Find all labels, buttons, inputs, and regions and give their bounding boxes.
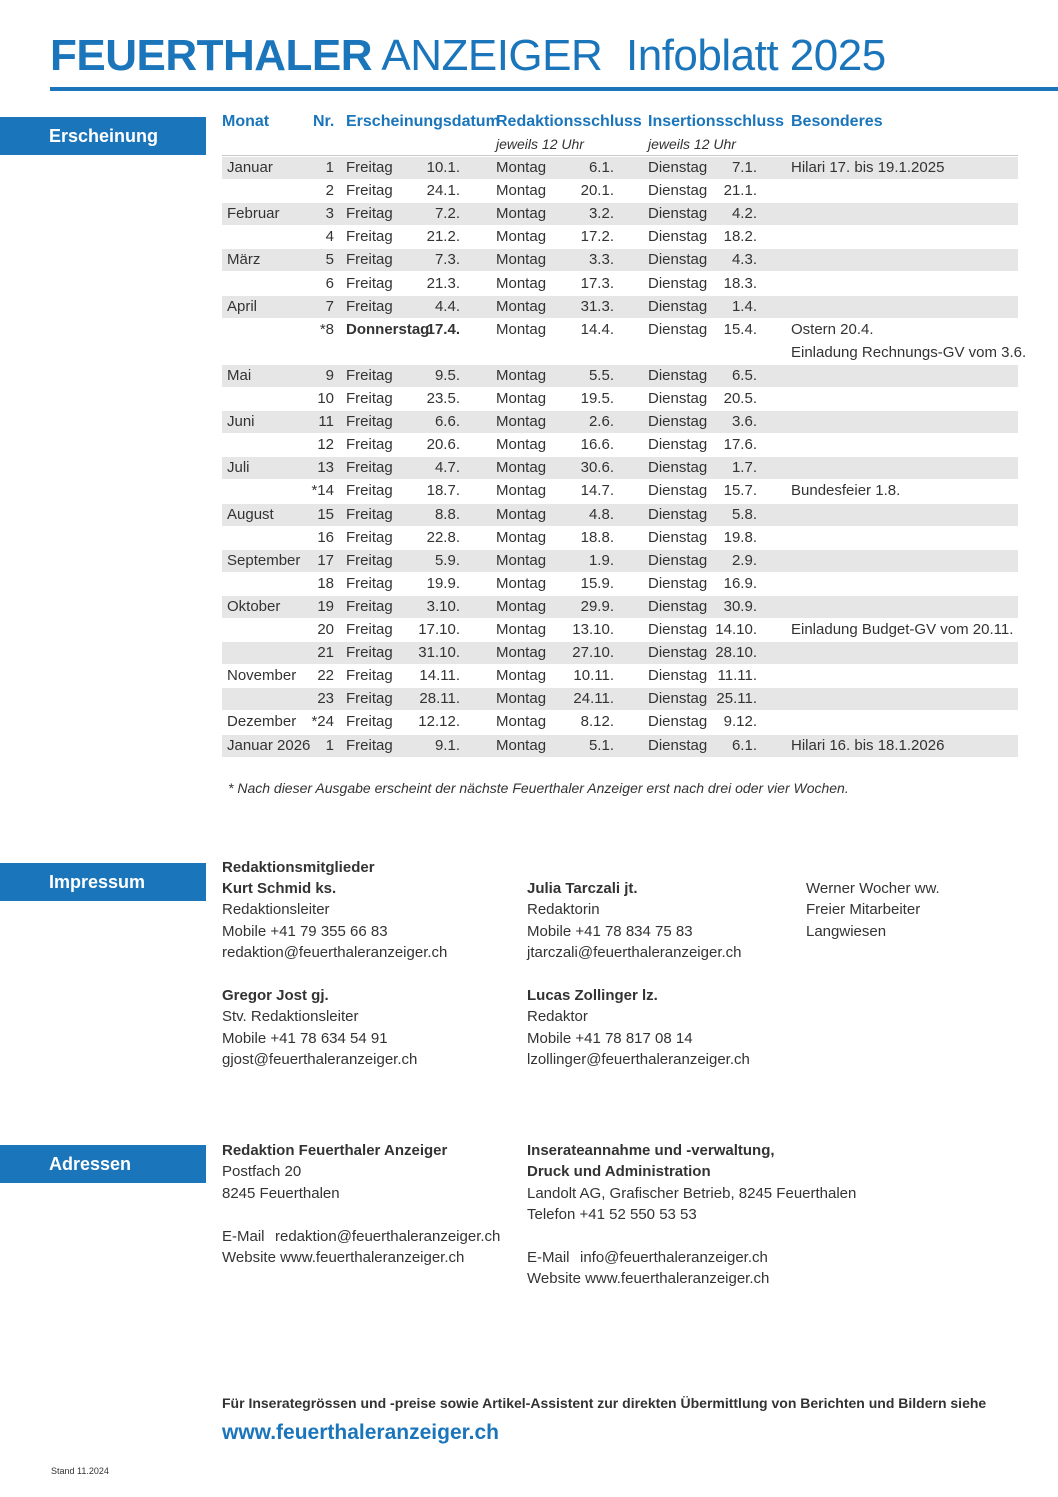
cell-edate: 9.5. <box>434 366 460 384</box>
address-inserate <box>527 1140 856 1290</box>
cell-idate: 21.1. <box>723 182 757 200</box>
address-line: 8245 Feuerthalen <box>222 1184 340 1202</box>
th-besonderes: Besonderes <box>791 113 883 130</box>
member-name: Gregor Jost gj. <box>222 987 329 1004</box>
member-card <box>527 878 742 964</box>
address-phone: Telefon +41 52 550 53 53 <box>527 1206 697 1224</box>
table-row <box>222 573 1018 595</box>
cell-eday: Freitag <box>346 736 393 754</box>
title-infoblatt: Infoblatt 2025 <box>626 31 886 80</box>
cell-rdate: 24.11. <box>573 690 614 708</box>
cell-rdate: 16.6. <box>580 436 614 454</box>
cell-iday: Dienstag <box>648 228 708 246</box>
cell-nr: *14 <box>311 482 334 500</box>
table-row <box>222 457 1018 479</box>
cell-monat: Mai <box>227 366 252 384</box>
cell-edate: 17.4. <box>426 320 460 338</box>
cell-rday: Montag <box>496 320 547 338</box>
cell-eday: Freitag <box>346 597 393 615</box>
cell-rdate: 29.9. <box>580 597 614 615</box>
cell-rdate: 6.1. <box>588 159 614 176</box>
cell-idate: 30.9. <box>723 597 757 615</box>
cell-eday: Freitag <box>346 528 393 546</box>
cell-rdate: 30.6. <box>580 459 614 477</box>
member-email[interactable]: lzollinger@feuerthaleranzeiger.ch <box>527 1051 750 1069</box>
cell-iday: Dienstag <box>648 390 708 407</box>
cell-edate: 7.2. <box>434 205 460 223</box>
cell-nr: 19 <box>317 597 334 615</box>
cell-rdate: 3.2. <box>588 205 614 223</box>
cell-idate: 11.11. <box>717 667 757 685</box>
member-card <box>222 985 417 1071</box>
cell-iday: Dienstag <box>648 713 708 731</box>
table-row <box>222 365 1018 387</box>
cell-iday: Dienstag <box>648 320 708 338</box>
cell-rday: Montag <box>496 182 547 200</box>
cell-iday: Dienstag <box>648 597 708 615</box>
cell-eday: Freitag <box>346 366 393 384</box>
cell-nr: 1 <box>325 159 334 176</box>
cell-iday: Dienstag <box>648 459 708 477</box>
cell-idate: 7.1. <box>731 159 757 176</box>
impressum-heading: Redaktionsmitglieder <box>222 859 375 876</box>
address-website-row <box>222 1247 500 1268</box>
table-row <box>222 688 1018 710</box>
footer-website-link[interactable]: www.feuerthaleranzeiger.ch <box>222 1421 499 1444</box>
cell-nr: 18 <box>317 574 334 592</box>
cell-iday: Dienstag <box>648 736 708 754</box>
cell-rdate: 14.7. <box>580 482 614 500</box>
cell-eday: Freitag <box>346 505 393 523</box>
table-row <box>222 226 1018 248</box>
impressum-title <box>222 857 375 878</box>
cell-nr: 7 <box>325 297 334 315</box>
cell-rday: Montag <box>496 574 547 592</box>
cell-eday: Freitag <box>346 436 393 454</box>
cell-edate: 17.10. <box>418 621 460 638</box>
cell-rdate: 4.8. <box>588 505 614 523</box>
cell-nr: 3 <box>325 205 334 223</box>
cell-rdate: 27.10. <box>572 644 614 662</box>
member-role: Redaktionsleiter <box>222 901 330 919</box>
section-impressum: Impressum <box>0 863 206 901</box>
cell-rday: Montag <box>496 505 547 523</box>
cell-eday: Freitag <box>346 551 393 569</box>
member-role: Freier Mitarbeiter <box>806 901 921 919</box>
cell-edate: 21.3. <box>426 274 460 292</box>
cell-iday: Dienstag <box>648 366 708 384</box>
table-row <box>222 550 1018 572</box>
address-website[interactable]: www.feuerthaleranzeiger.ch <box>585 1270 770 1288</box>
th-insertionsschluss: Insertionsschluss <box>648 113 785 130</box>
cell-rday: Montag <box>496 667 547 685</box>
cell-monat: September <box>227 551 301 569</box>
cell-iday: Dienstag <box>648 274 708 292</box>
cell-nr: *24 <box>311 713 334 731</box>
cell-nr: 6 <box>325 274 334 292</box>
cell-idate: 15.7. <box>723 482 757 500</box>
cell-eday: Freitag <box>346 274 393 292</box>
cell-note: Ostern 20.4. <box>791 320 874 338</box>
cell-eday: Freitag <box>346 482 393 500</box>
table-row <box>222 157 1018 179</box>
cell-edate: 24.1. <box>426 182 460 200</box>
address-line: Landolt AG, Grafischer Betrieb, 8245 Feuerthalen <box>527 1184 857 1202</box>
cell-iday: Dienstag <box>648 528 708 546</box>
cell-idate: 19.8. <box>723 528 757 546</box>
cell-nr: 22 <box>317 667 334 685</box>
website-label: Website <box>527 1270 581 1288</box>
table-row <box>222 296 1018 318</box>
table-row <box>222 642 1018 664</box>
cell-eday: Freitag <box>346 644 393 662</box>
cell-iday: Dienstag <box>648 667 708 685</box>
cell-edate: 6.6. <box>434 413 460 431</box>
cell-rdate: 8.12. <box>580 713 614 731</box>
cell-iday: Dienstag <box>648 297 708 315</box>
cell-rday: Montag <box>496 482 547 500</box>
cell-edate: 20.6. <box>426 436 460 454</box>
cell-nr: 17 <box>317 551 334 569</box>
cell-eday: Freitag <box>346 621 393 638</box>
table-row <box>222 527 1018 549</box>
member-name: Kurt Schmid ks. <box>222 880 337 897</box>
cell-idate: 6.1. <box>731 736 757 754</box>
cell-rdate: 19.5. <box>580 390 614 407</box>
header-rule <box>50 87 1058 91</box>
cell-rday: Montag <box>496 436 547 454</box>
table-row <box>222 504 1018 526</box>
cell-nr: 11 <box>318 413 334 431</box>
address-email-row <box>527 1247 856 1268</box>
page-title <box>50 30 886 82</box>
address-email[interactable]: redaktion@feuerthaleranzeiger.ch <box>275 1227 501 1245</box>
table-row <box>222 388 1018 410</box>
table-row <box>222 319 1018 341</box>
cell-nr: 16 <box>317 528 334 546</box>
cell-idate: 18.3. <box>723 274 757 292</box>
cell-edate: 12.12. <box>418 713 460 731</box>
cell-rdate: 17.2. <box>580 228 614 246</box>
section-erscheinung: Erscheinung <box>0 117 206 155</box>
cell-monat: März <box>227 251 261 269</box>
cell-rdate: 14.4. <box>580 320 614 338</box>
cell-note: Hilari 17. bis 19.1.2025 <box>791 159 945 176</box>
cell-monat: Oktober <box>227 597 281 615</box>
th-sub-redaktion: jeweils 12 Uhr <box>496 136 584 152</box>
cell-monat: August <box>227 505 274 523</box>
cell-eday: Freitag <box>346 297 393 315</box>
cell-monat: Januar 2026 <box>227 736 311 754</box>
address-website-row <box>527 1268 856 1289</box>
cell-note: Bundesfeier 1.8. <box>791 482 901 500</box>
cell-idate: 15.4. <box>723 320 757 338</box>
address-email[interactable]: info@feuerthaleranzeiger.ch <box>580 1249 768 1267</box>
cell-edate: 19.9. <box>426 574 460 592</box>
cell-edate: 3.10. <box>426 597 460 615</box>
cell-nr: 12 <box>317 436 334 454</box>
address-redaktion <box>222 1140 500 1268</box>
th-redaktionsschluss: Redaktionsschluss <box>496 113 642 130</box>
cell-edate: 10.1. <box>426 159 460 176</box>
cell-iday: Dienstag <box>648 644 708 662</box>
cell-iday: Dienstag <box>648 551 708 569</box>
cell-rdate: 15.9. <box>580 574 614 592</box>
cell-iday: Dienstag <box>648 182 708 200</box>
cell-eday: Freitag <box>346 205 393 223</box>
cell-eday: Freitag <box>346 228 393 246</box>
cell-rday: Montag <box>496 251 547 269</box>
cell-idate: 18.2. <box>723 228 757 246</box>
table-row <box>222 665 1018 687</box>
member-card <box>806 878 940 942</box>
table-row <box>222 203 1018 225</box>
address-title: Inserateannahme und -verwaltung, <box>527 1142 775 1159</box>
cell-rday: Montag <box>496 228 547 246</box>
section-adressen: Adressen <box>0 1145 206 1183</box>
cell-rdate: 20.1. <box>580 182 614 200</box>
cell-eday: Freitag <box>346 574 393 592</box>
cell-note: Einladung Budget-GV vom 20.11. <box>791 621 1014 638</box>
cell-iday: Dienstag <box>648 413 708 431</box>
cell-monat: Februar <box>227 205 280 223</box>
cell-iday: Dienstag <box>648 251 708 269</box>
table-row <box>222 596 1018 618</box>
cell-iday: Dienstag <box>648 505 708 523</box>
table-row <box>222 249 1018 271</box>
cell-idate: 25.11. <box>716 690 757 708</box>
cell-rdate: 13.10. <box>572 621 614 638</box>
cell-nr: 23 <box>317 690 334 708</box>
cell-iday: Dienstag <box>648 621 708 638</box>
table-header-divider <box>222 155 1018 156</box>
table-row <box>222 434 1018 456</box>
cell-nr: 4 <box>325 228 334 246</box>
cell-eday: Freitag <box>346 182 393 200</box>
cell-monat: Dezember <box>227 713 297 731</box>
cell-rday: Montag <box>496 644 547 662</box>
cell-edate: 22.8. <box>426 528 460 546</box>
address-line: Postfach 20 <box>222 1163 302 1181</box>
cell-rday: Montag <box>496 205 547 223</box>
cell-monat: April <box>227 297 258 315</box>
member-role: Redaktorin <box>527 901 600 919</box>
cell-monat: Juni <box>227 413 255 431</box>
cell-iday: Dienstag <box>648 205 708 223</box>
table-row <box>222 273 1018 295</box>
member-email[interactable]: redaktion@feuerthaleranzeiger.ch <box>222 944 448 962</box>
cell-rday: Montag <box>496 297 547 315</box>
cell-rday: Montag <box>496 597 547 615</box>
cell-edate: 14.11. <box>419 667 460 685</box>
cell-idate: 9.12. <box>723 713 757 731</box>
member-location: Langwiesen <box>806 922 887 940</box>
cell-rdate: 17.3. <box>580 274 614 292</box>
cell-monat: Januar <box>227 159 273 176</box>
table-row <box>222 342 1027 364</box>
cell-edate: 28.11. <box>419 690 460 708</box>
cell-rdate: 5.5. <box>588 366 614 384</box>
cell-nr: 15 <box>317 505 334 523</box>
cell-idate: 4.3. <box>731 251 757 269</box>
cell-edate: 8.8. <box>434 505 460 523</box>
cell-monat: Juli <box>227 459 250 477</box>
cell-eday: Freitag <box>346 667 393 685</box>
member-email[interactable]: jtarczali@feuerthaleranzeiger.ch <box>527 944 742 962</box>
table-row <box>222 180 1018 202</box>
cell-rdate: 5.1. <box>588 736 614 754</box>
cell-nr: *8 <box>319 320 334 338</box>
cell-idate: 6.5. <box>731 366 757 384</box>
cell-eday: Freitag <box>346 413 393 431</box>
cell-idate: 20.5. <box>723 390 757 407</box>
email-label: E-Mail <box>527 1249 570 1267</box>
cell-eday: Donnerstag <box>346 320 430 338</box>
table-row <box>222 711 1018 733</box>
cell-iday: Dienstag <box>648 436 708 454</box>
cell-nr: 10 <box>317 390 334 407</box>
cell-rdate: 10.11. <box>573 667 614 685</box>
table-row <box>222 619 1018 641</box>
address-title: Druck und Administration <box>527 1163 711 1181</box>
cell-eday: Freitag <box>346 713 393 731</box>
cell-idate: 1.7. <box>731 459 757 477</box>
cell-monat: November <box>227 667 297 685</box>
cell-iday: Dienstag <box>648 159 708 176</box>
cell-edate: 18.7. <box>426 482 460 500</box>
cell-rdate: 3.3. <box>588 251 614 269</box>
cell-nr: 21 <box>317 644 334 662</box>
address-title: Redaktion Feuerthaler Anzeiger <box>222 1142 448 1159</box>
member-mobile: Mobile +41 79 355 66 83 <box>222 922 388 940</box>
cell-idate: 3.6. <box>731 413 757 431</box>
cell-rday: Montag <box>496 459 547 477</box>
cell-edate: 23.5. <box>426 390 460 407</box>
cell-edate: 21.2. <box>426 228 460 246</box>
cell-rdate: 31.3. <box>580 297 614 315</box>
cell-rdate: 18.8. <box>580 528 614 546</box>
member-name: Werner Wocher ww. <box>806 880 940 897</box>
cell-nr: 9 <box>325 366 334 384</box>
cell-rday: Montag <box>496 274 547 292</box>
cell-nr: 20 <box>317 621 334 638</box>
cell-idate: 17.6. <box>723 436 757 454</box>
member-card <box>222 878 447 964</box>
cell-rday: Montag <box>496 528 547 546</box>
member-role: Redaktor <box>527 1008 588 1026</box>
cell-eday: Freitag <box>346 459 393 477</box>
cell-rday: Montag <box>496 621 547 638</box>
cell-nr: 1 <box>325 736 334 754</box>
stand-date: Stand 11.2024 <box>51 1466 109 1476</box>
th-erscheinungsdatum: Erscheinungsdatum <box>346 113 500 130</box>
cell-edate: 7.3. <box>434 251 460 269</box>
cell-edate: 31.10. <box>418 644 460 662</box>
cell-idate: 16.9. <box>723 574 757 592</box>
cell-rday: Montag <box>496 390 547 407</box>
cell-eday: Freitag <box>346 159 393 176</box>
title-feuerthaler: FEUERTHALER <box>50 31 373 80</box>
cell-rday: Montag <box>496 713 547 731</box>
cell-rday: Montag <box>496 690 547 708</box>
cell-rdate: 2.6. <box>588 413 614 431</box>
cell-idate: 14.10. <box>715 621 757 638</box>
cell-nr: 2 <box>325 182 334 200</box>
cell-iday: Dienstag <box>648 574 708 592</box>
member-mobile: Mobile +41 78 817 08 14 <box>527 1029 693 1047</box>
cell-eday: Freitag <box>346 690 393 708</box>
member-mobile: Mobile +41 78 634 54 91 <box>222 1029 388 1047</box>
table-row <box>222 411 1018 433</box>
cell-nr: 13 <box>317 459 334 477</box>
cell-nr: 5 <box>325 251 334 269</box>
cell-edate: 4.7. <box>434 459 460 477</box>
cell-idate: 28.10. <box>715 644 757 662</box>
table-row <box>222 735 1018 757</box>
th-monat: Monat <box>222 113 270 130</box>
cell-iday: Dienstag <box>648 482 708 500</box>
address-website[interactable]: www.feuerthaleranzeiger.ch <box>280 1249 465 1267</box>
cell-idate: 5.8. <box>731 505 757 523</box>
member-role: Stv. Redaktionsleiter <box>222 1008 359 1026</box>
member-card <box>527 985 750 1071</box>
cell-iday: Dienstag <box>648 690 708 708</box>
cell-idate: 1.4. <box>731 297 757 315</box>
member-email[interactable]: gjost@feuerthaleranzeiger.ch <box>222 1051 418 1069</box>
address-email-row <box>222 1226 500 1247</box>
cell-edate: 9.1. <box>434 736 460 754</box>
member-name: Lucas Zollinger lz. <box>527 987 658 1004</box>
footer-text: Für Inserategrössen und -preise sowie Artikel-Assistent zur direkten Übermittlung von Berichten und Bildern siehe <box>222 1395 987 1411</box>
title-anzeiger: ANZEIGER <box>381 31 603 80</box>
cell-eday: Freitag <box>346 390 393 407</box>
website-label: Website <box>222 1249 276 1267</box>
cell-note: Hilari 16. bis 18.1.2026 <box>791 736 945 754</box>
th-nr: Nr. <box>313 113 335 130</box>
cell-idate: 4.2. <box>731 205 757 223</box>
member-mobile: Mobile +41 78 834 75 83 <box>527 922 693 940</box>
cell-eday: Freitag <box>346 251 393 269</box>
cell-rday: Montag <box>496 413 547 431</box>
table-row <box>222 480 1018 502</box>
th-sub-insertion: jeweils 12 Uhr <box>648 136 736 152</box>
cell-rday: Montag <box>496 551 547 569</box>
cell-rday: Montag <box>496 736 547 754</box>
cell-note: Einladung Rechnungs-GV vom 3.6. <box>791 343 1027 361</box>
cell-edate: 5.9. <box>434 551 460 569</box>
cell-rdate: 1.9. <box>588 551 614 569</box>
email-label: E-Mail <box>222 1227 265 1245</box>
table-footnote: * Nach dieser Ausgabe erscheint der nächste Feuerthaler Anzeiger erst nach drei oder vier Wochen. <box>228 780 849 796</box>
member-name: Julia Tarczali jt. <box>527 880 638 897</box>
cell-rday: Montag <box>496 159 547 176</box>
cell-idate: 2.9. <box>731 551 757 569</box>
cell-edate: 4.4. <box>434 297 460 315</box>
cell-rday: Montag <box>496 366 547 384</box>
